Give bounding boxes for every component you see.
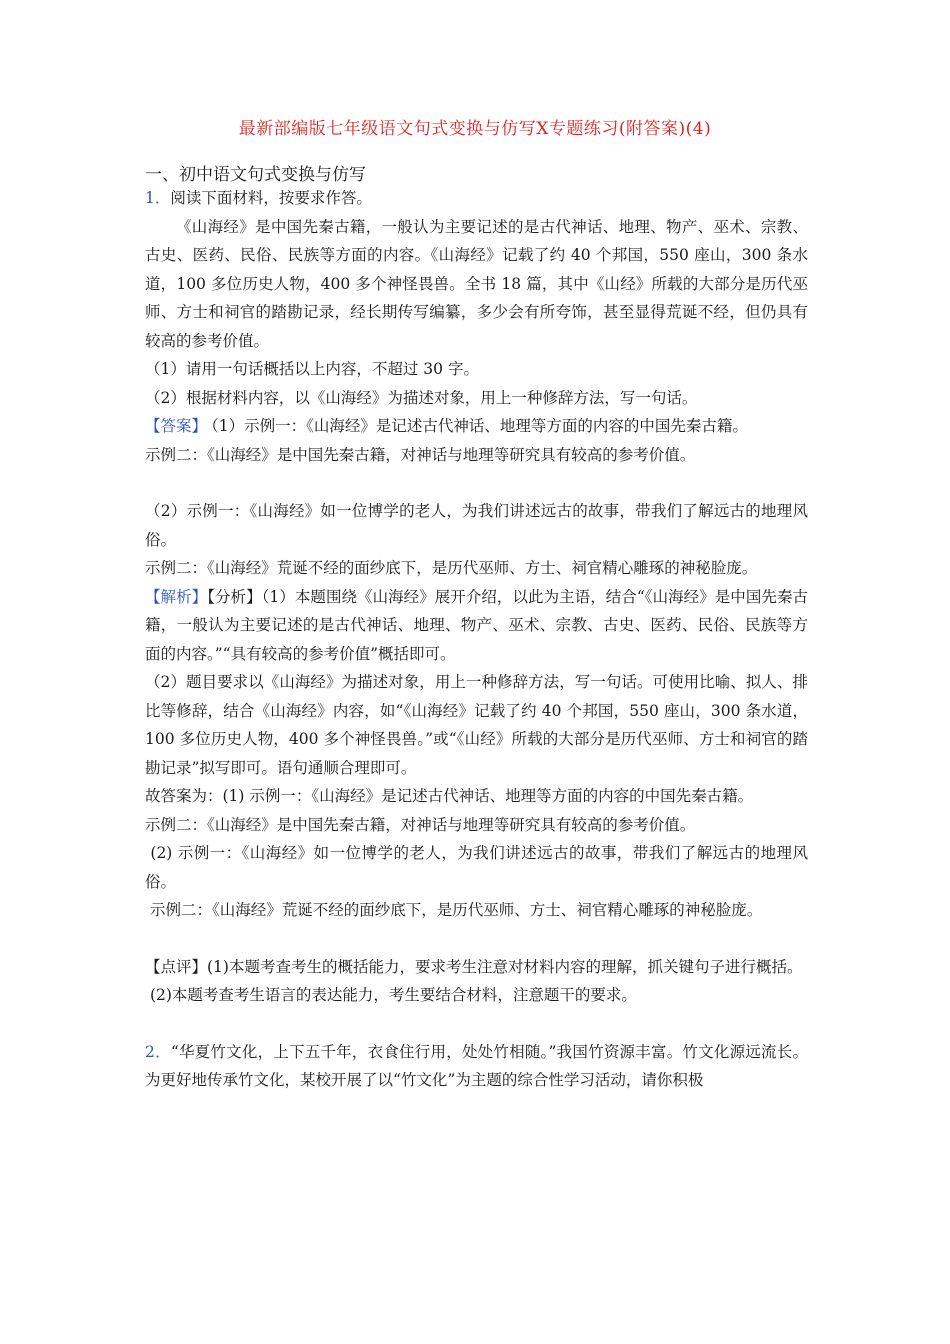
sub-question-2: （2）根据材料内容，以《山海经》为描述对象，用上一种修辞方法，写一句话。 <box>145 388 698 407</box>
comment-2: (2)本题考查考生语言的表达能力，考生要结合材料，注意题干的要求。 <box>145 986 637 1004</box>
question-2: 2．“华夏竹文化，上下五千年，衣食住行用，处处竹相随。”我国竹资源丰富。竹文化源远流长。为更好地传承竹文化，某校开展了以“竹文化”为主题的综合性学习活动，请你积极 <box>145 1042 808 1089</box>
sub-question-1: （1）请用一句话概括以上内容，不超过 30 字。 <box>145 360 479 378</box>
analysis-1: 【解析】【分析】（1）本题围绕《山海经》展开介绍，以此为主语，结合“《山海经》是中国先秦古籍，一般认为主要记述的是古代神话、地理、物产、巫术、宗教、古史、医药、民俗、民族等方面的内容。”“具有较高的参考价值”概括即可。 <box>145 587 808 663</box>
question-1-passage: 《山海经》是中国先秦古籍，一般认为主要记述的是古代神话、地理、物产、巫术、宗教、古史、医药、民俗、民族等方面的内容。《山海经》记载了约 40 个邦国，550 座山，300 条水道，100 多位历史人物，400 多个神怪畏兽。全书 18 篇，其中《山经》所载的大部分是历代巫师、方士和祠官的踏勘记录，经长期传写编纂，多少会有所夸饰，甚至显得荒诞不经，但仍具有较高的参考价值。 <box>145 217 808 350</box>
comment-1: 【点评】(1)本题考查考生的概括能力，要求考生注意对材料内容的理解，抓关键句子进行概括。 <box>145 957 803 976</box>
final-answer-1b: 示例二：《山海经》是中国先秦古籍，对神话与地理等研究具有较高的参考价值。 <box>145 815 696 834</box>
answer-1b: 示例二：《山海经》是中国先秦古籍，对神话与地理等研究具有较高的参考价值。 <box>145 445 696 464</box>
analysis-2: （2）题目要求以《山海经》为描述对象，用上一种修辞方法，写一句话。可使用比喻、拟人、排比等修辞，结合《山海经》内容，如“《山海经》记载了约 40 个邦国，550 座山，300 条水道，100 多位历史人物，400 多个神怪畏兽。”或“《山经》所载的大部分是历代巫师、方士和祠官的踏勘记录”拟写即可。语句通顺合理即可。 <box>145 673 808 777</box>
final-answer-2b: 示例二：《山海经》荒诞不经的面纱底下，是历代巫师、方士、祠官精心雕琢的神秘脸庞。 <box>145 901 763 919</box>
section-heading: 一、初中语文句式变换与仿写 <box>145 165 366 185</box>
answer-2b: 示例二：《山海经》荒诞不经的面纱底下，是历代巫师、方士、祠官精心雕琢的神秘脸庞。 <box>145 559 758 577</box>
spacer <box>145 1010 808 1038</box>
answer-1a: 【答案】 （1）示例一：《山海经》是记述古代神话、地理等方面的内容的中国先秦古籍。 <box>145 417 748 435</box>
question-number: 2． <box>145 1042 171 1061</box>
analysis-sub-tag: 【分析】 <box>207 587 262 606</box>
final-answer-1a: 故答案为：(1) 示例一：《山海经》是记述古代神话、地理等方面的内容的中国先秦古籍。 <box>145 787 754 805</box>
document-title: 最新部编版七年级语文句式变换与仿写X专题练习(附答案)(4) <box>238 119 712 139</box>
answer-tag: 【答案】 <box>145 417 208 435</box>
spacer <box>145 925 808 953</box>
question-number: 1． <box>145 189 171 207</box>
final-answer-2a: (2) 示例一：《山海经》如一位博学的老人，为我们讲述远古的故事，带我们了解远古的地理风俗。 <box>145 844 808 891</box>
document-body <box>145 184 808 1095</box>
answer-2a: （2）示例一：《山海经》如一位博学的老人，为我们讲述远古的故事，带我们了解远古的地理风俗。 <box>145 502 808 549</box>
spacer <box>145 469 808 497</box>
question-1-prompt: 1．阅读下面材料，按要求作答。 <box>145 189 372 207</box>
analysis-tag: 【解析】 <box>145 587 208 606</box>
